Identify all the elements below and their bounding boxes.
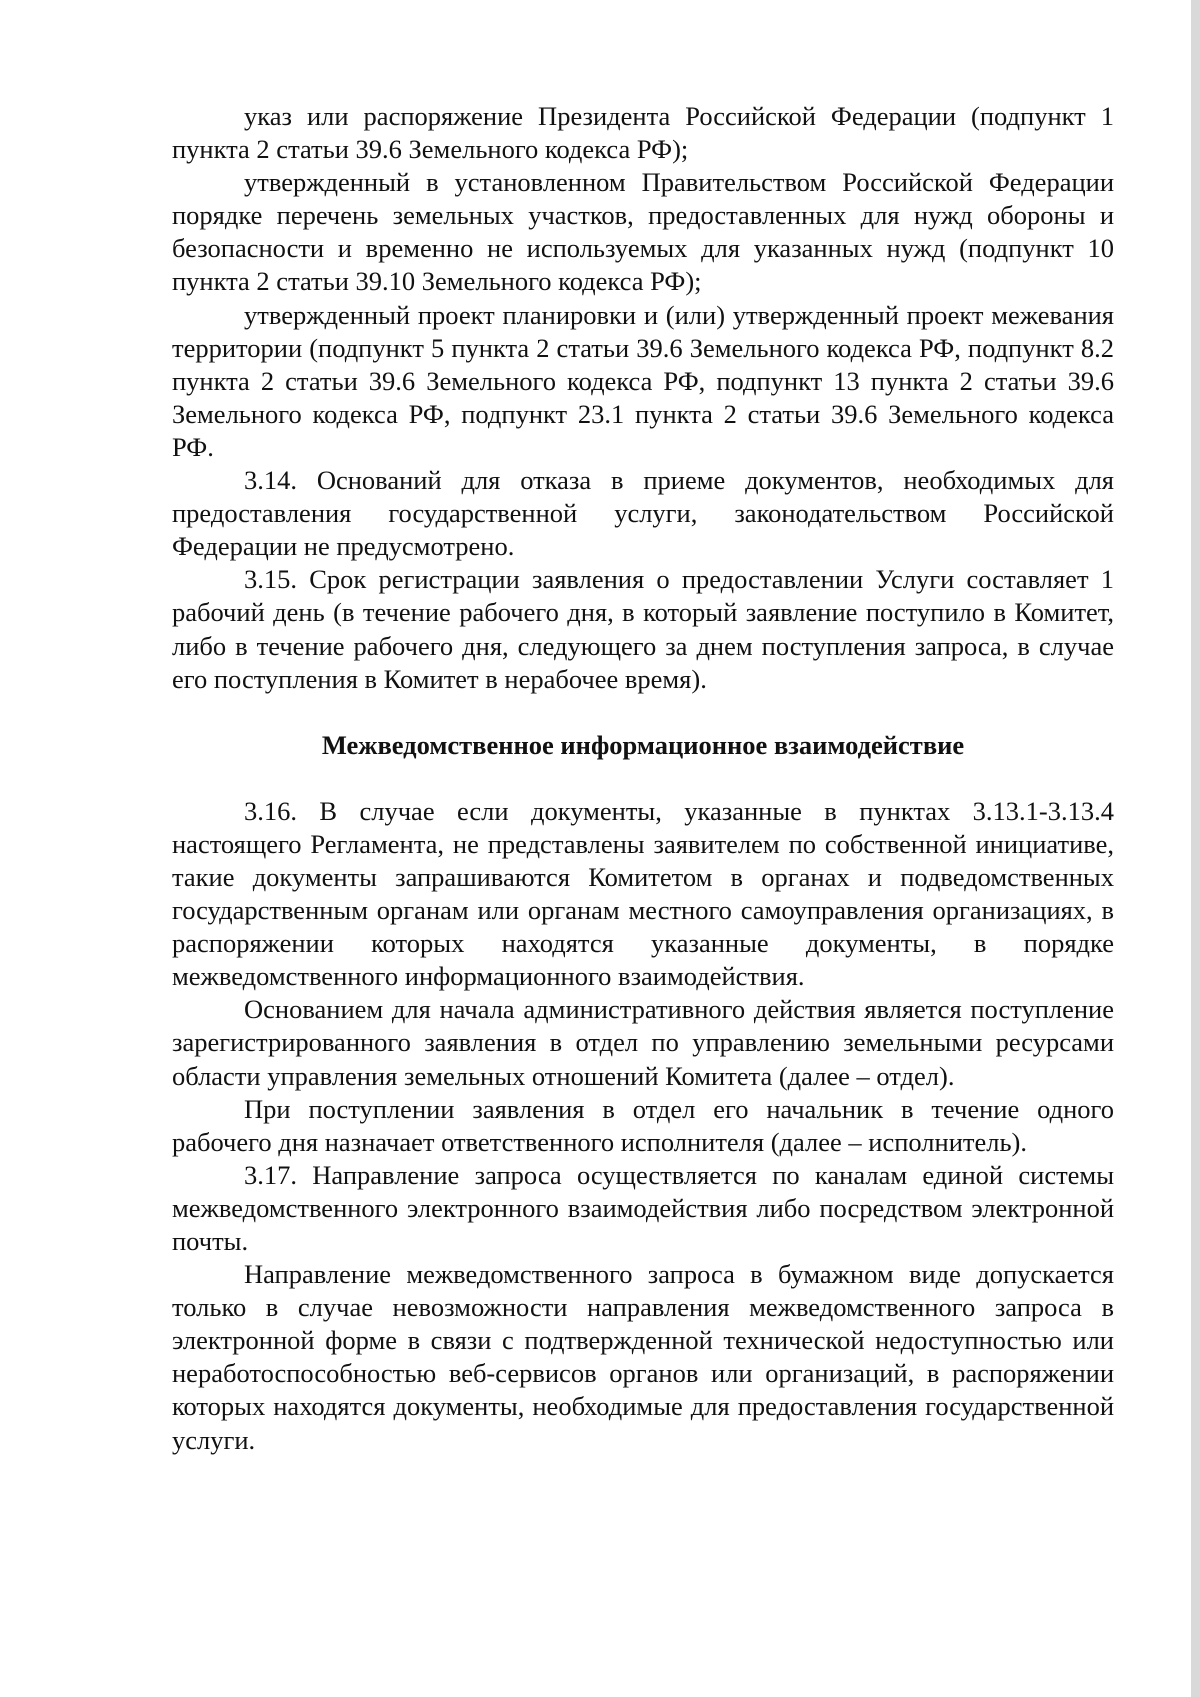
paragraph-planning-project: утвержденный проект планировки и (или) утвержденный проект межевания территории (подпункт 5 пункта 2 статьи 39.6 Земельного кодекса РФ, подпункт 8.2 пункта 2 статьи 39.6 Земельного кодекса РФ, подпункт 13 пункта 2 статьи 39.6 Земельного кодекса РФ, подпункт 23.1 пункта 2 статьи 39.6 Земельного кодекса РФ.: [172, 299, 1114, 462]
paragraph-action-basis: Основанием для начала административного действия является поступление зарегистрированного заявления в отдел по управлению земельными ресурсами области управления земельных отношений Комитета (далее – отдел).: [172, 994, 1114, 1091]
vertical-scrollbar[interactable]: [1191, 0, 1200, 1697]
paragraph-3-15: 3.15. Срок регистрации заявления о предоставлении Услуги составляет 1 рабочий день (в течение рабочего дня, в который заявление поступило в Комитет, либо в течение рабочего дня, следующего за днем поступления запроса, в случае его поступления в Комитет в нерабочее время).: [172, 564, 1114, 694]
paragraph-president-decree: указ или распоряжение Президента Российской Федерации (подпункт 1 пункта 2 статьи 39.6 Земельного кодекса РФ);: [172, 101, 1114, 165]
section-heading: Межведомственное информационное взаимодействие: [321, 729, 965, 760]
paragraph-3-14: 3.14. Оснований для отказа в приеме документов, необходимых для предоставления государственной услуги, законодательством Российской Федерации не предусмотрено.: [172, 465, 1114, 562]
paragraph-paper-request: Направление межведомственного запроса в бумажном виде допускается только в случае невозможности направления межведомственного запроса в электронной форме в связи с подтвержденной технической недоступностью или неработоспособностью веб-сервисов органов или организаций, в распоряжении которых находятся документы, необходимые для предоставления государственной услуги.: [172, 1259, 1114, 1455]
paragraph-defense-land-list: утвержденный в установленном Правительством Российской Федерации порядке перечень земельных участков, предоставленных для нужд обороны и безопасности и временно не используемых для указанных нужд (подпункт 10 пункта 2 статьи 39.10 Земельного кодекса РФ);: [172, 167, 1114, 297]
document-body: [172, 100, 1114, 1457]
paragraph-executor-assignment: При поступлении заявления в отдел его начальник в течение одного рабочего дня назначает ответственного исполнителя (далее – исполнитель).: [172, 1093, 1114, 1157]
paragraph-3-16: 3.16. В случае если документы, указанные в пунктах 3.13.1-3.13.4 настоящего Регламента, не представлены заявителем по собственной инициативе, такие документы запрашиваются Комитетом в органах и подведомственных государственным органам или органам местного самоуправления организациях, в распоряжении которых находятся указанные документы, в порядке межведомственного информационного взаимодействия.: [172, 795, 1114, 992]
paragraph-3-17: 3.17. Направление запроса осуществляется по каналам единой системы межведомственного электронного взаимодействия либо посредством электронной почты.: [172, 1159, 1114, 1256]
